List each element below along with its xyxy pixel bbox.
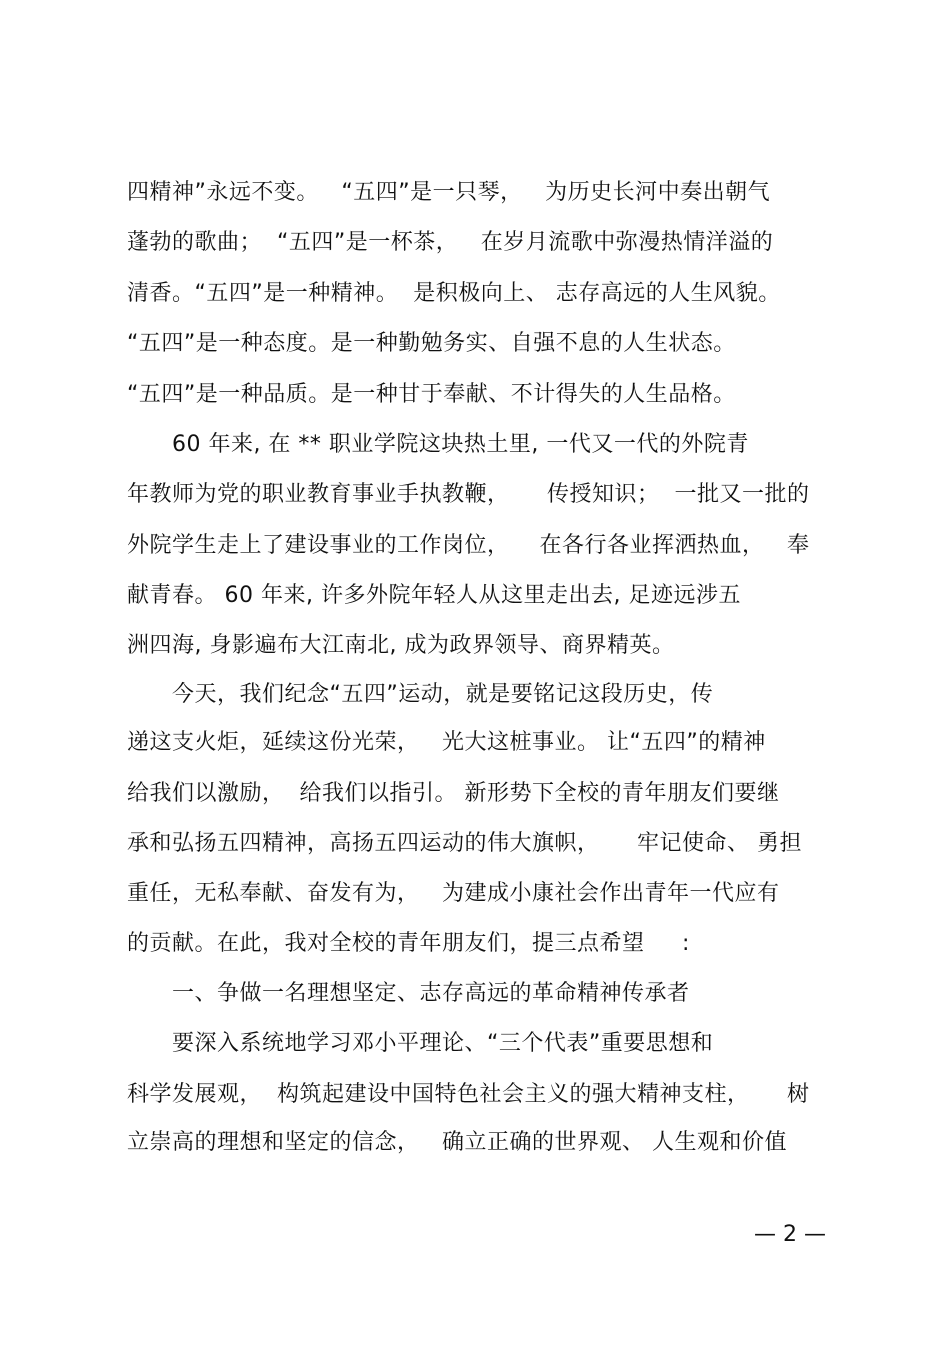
text-line: 四精神”永远不变。 “五四”是一只琴， 为历史长河中奏出朝气 <box>127 180 771 205</box>
text-line: 外院学生走上了建设事业的工作岗位， 在各行各业挥洒热血， 奉 <box>127 533 810 558</box>
text-line: 要深入系统地学习邓小平理论、“三个代表”重要思想和 <box>127 1031 714 1056</box>
page-number: — 2 — <box>754 1222 826 1247</box>
text-line: 献青春。 60 年来, 许多外院年轻人从这里走出去, 足迹远涉五 <box>127 583 741 608</box>
text-line: 承和弘扬五四精神，高扬五四运动的伟大旗帜， 牢记使命、 勇担 <box>127 831 802 856</box>
text-line: 立崇高的理想和坚定的信念， 确立正确的世界观、 人生观和价值 <box>127 1130 787 1155</box>
text-line: 重任，无私奉献、奋发有为， 为建成小康社会作出青年一代应有 <box>127 881 780 906</box>
text-line: 年教师为党的职业教育事业手执教鞭， 传授知识； 一批又一批的 <box>127 482 810 507</box>
text-line: “五四”是一种品质。是一种甘于奉献、不计得失的人生品格。 <box>127 382 736 407</box>
text-line: 的贡献。在此，我对全校的青年朋友们，提三点希望 : <box>127 931 690 956</box>
text-line: 科学发展观， 构筑起建设中国特色社会主义的强大精神支柱， 树 <box>127 1082 810 1107</box>
text-line: 给我们以激励， 给我们以指引。 新形势下全校的青年朋友们要继 <box>127 781 780 806</box>
text-line: 递这支火炬，延续这份光荣， 光大这桩事业。 让“五四”的精神 <box>127 730 766 755</box>
text-line: 60 年来, 在 ** 职业学院这块热土里, 一代又一代的外院青 <box>127 432 749 457</box>
text-line: “五四”是一种态度。是一种勤勉务实、自强不息的人生状态。 <box>127 331 736 356</box>
text-line: 洲四海, 身影遍布大江南北, 成为政界领导、商界精英。 <box>127 633 675 658</box>
text-line: 蓬勃的歌曲； “五四”是一杯茶， 在岁月流歌中弥漫热情洋溢的 <box>127 230 774 255</box>
text-line: 今天，我们纪念“五四”运动，就是要铭记这段历史，传 <box>127 682 714 707</box>
text-line: 一、争做一名理想坚定、志存高远的革命精神传承者 <box>127 981 690 1006</box>
text-line: 清香。“五四”是一种精神。 是积极向上、 志存高远的人生风貌。 <box>127 281 781 306</box>
